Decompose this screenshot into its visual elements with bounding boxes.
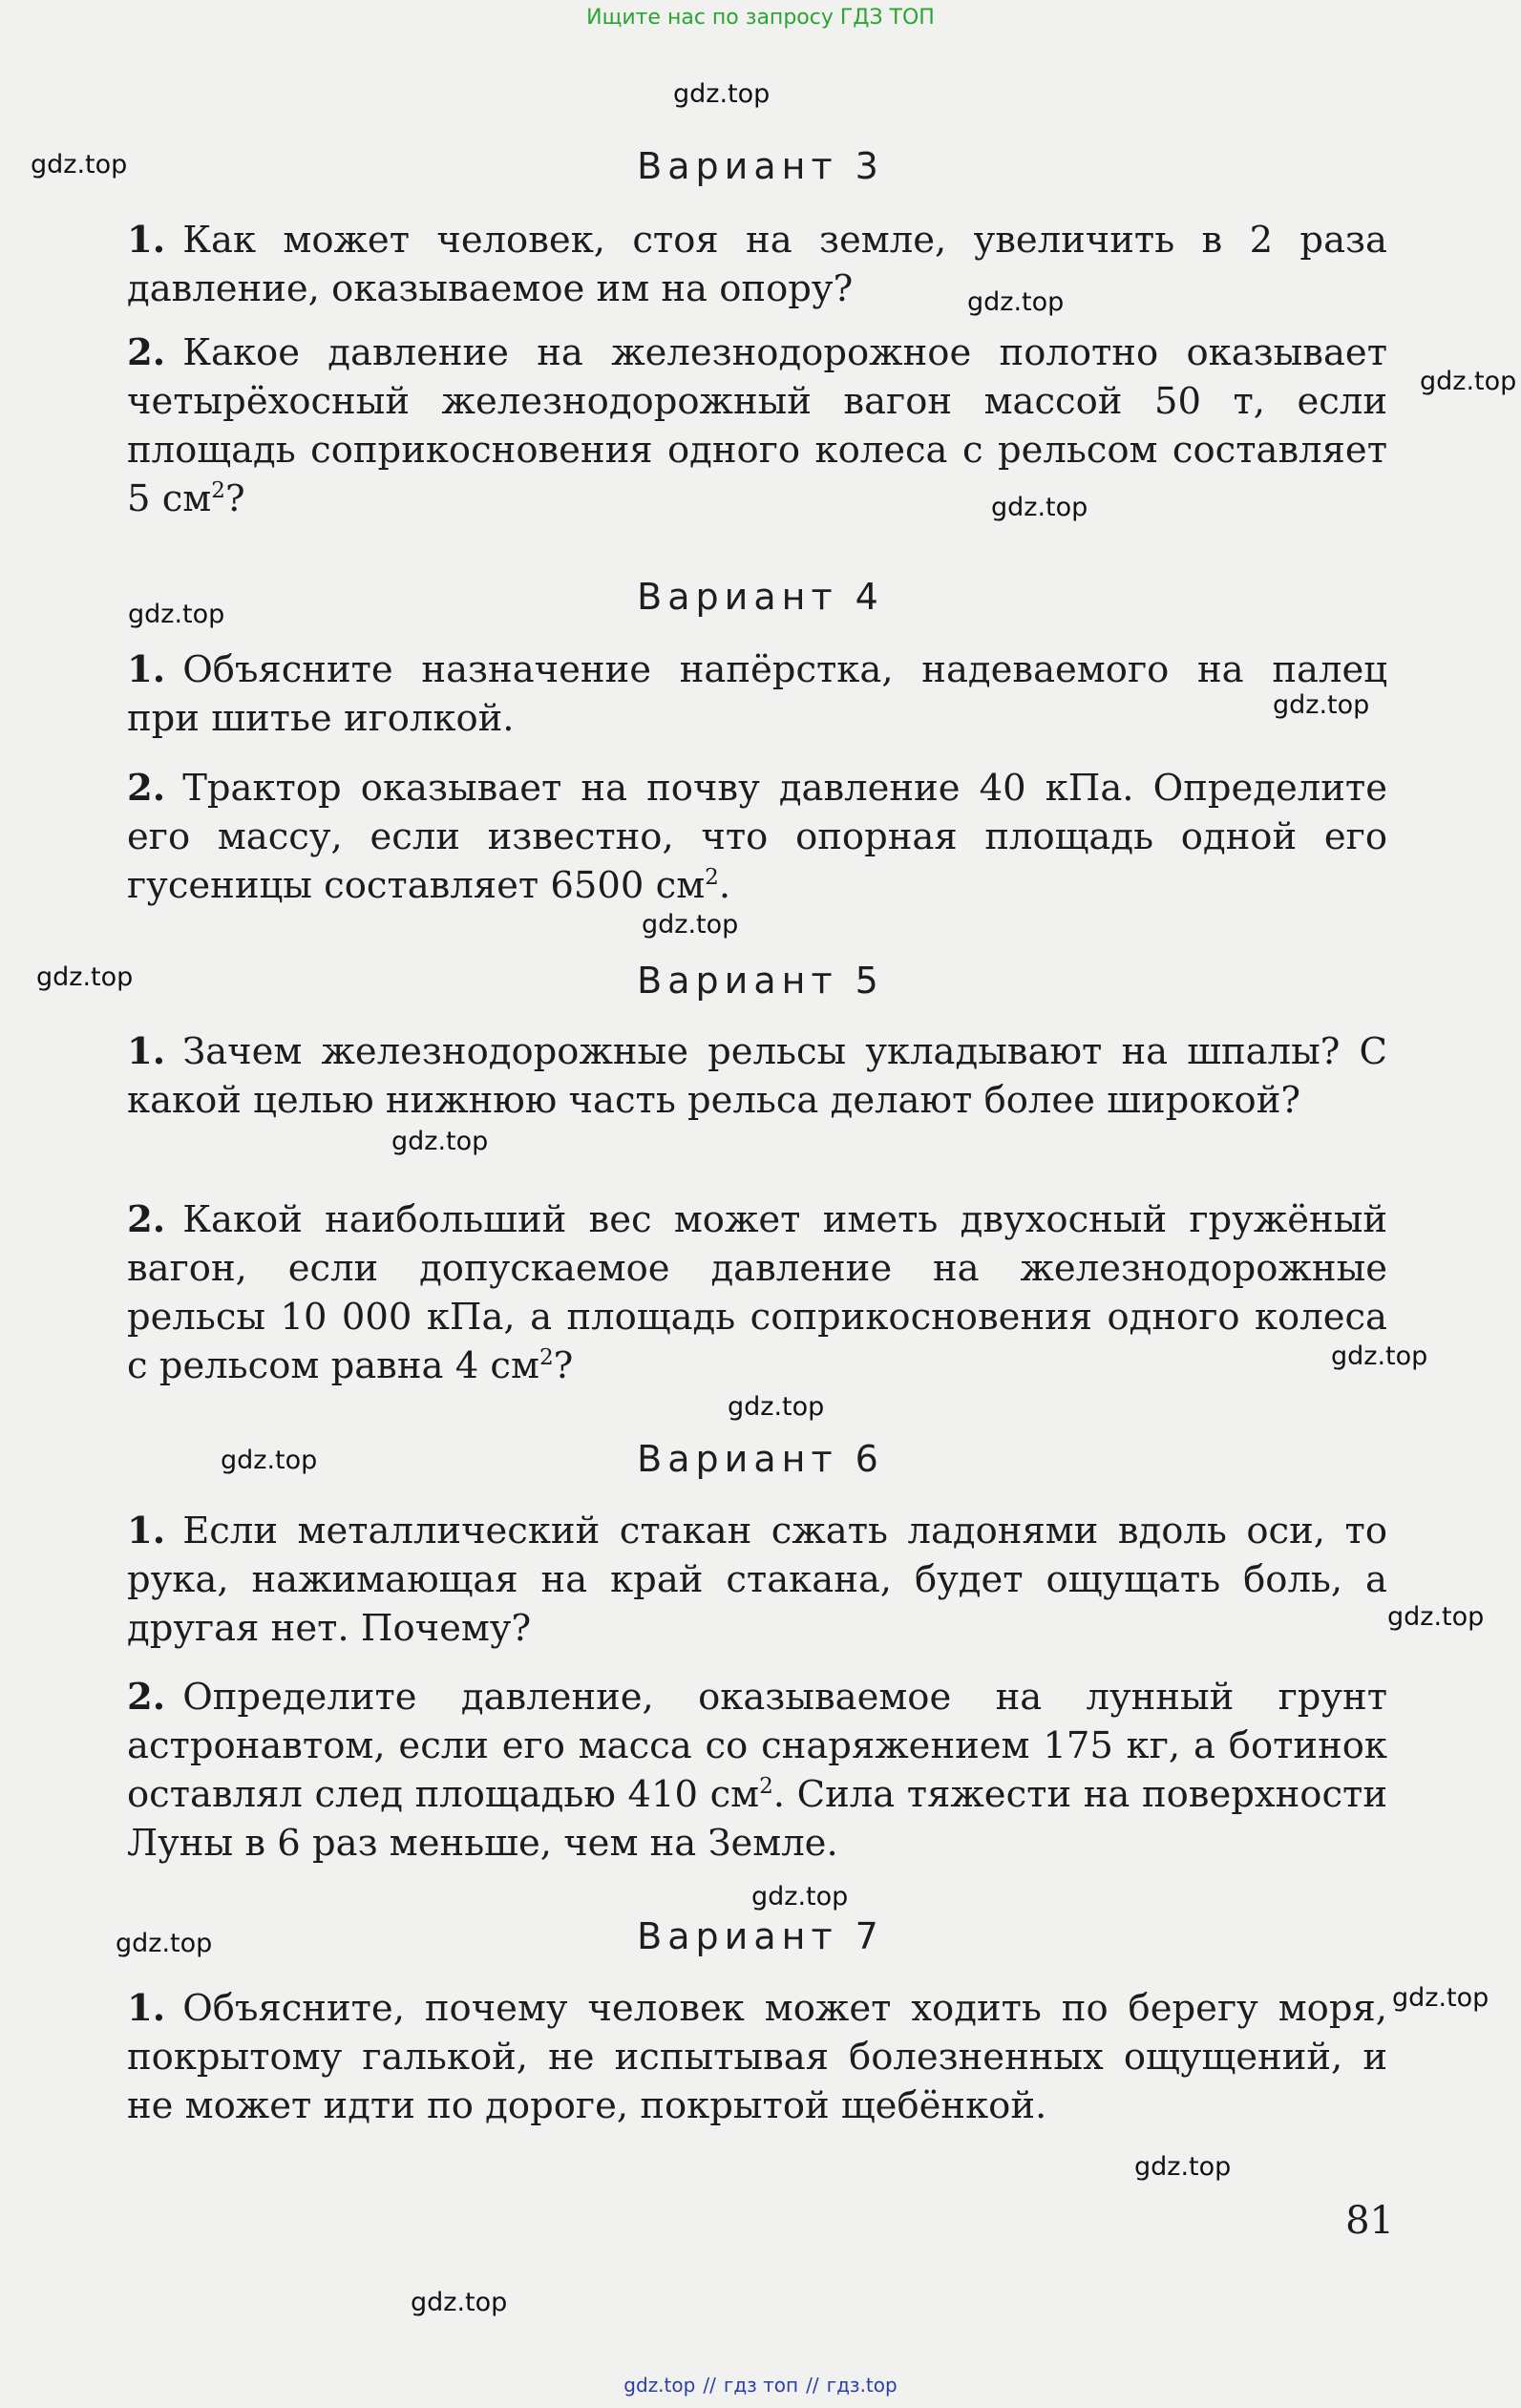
watermark: gdz.top — [751, 1882, 849, 1912]
task-number: 1. — [127, 1030, 166, 1073]
task-number: 2. — [127, 1198, 166, 1241]
task-text: Определите давление, оказываемое на лунный грунт астронавтом, если его масса со снаряжением 175 кг, а ботинок оставлял след площадью 410 см — [127, 1676, 1387, 1816]
watermark: gdz.top — [221, 1446, 318, 1475]
task-text: Трактор оказывает на почву давление 40 кПа. Определите его массу, если известно, что опорная площадь одной его гусеницы составляет 6500 см — [127, 767, 1387, 907]
watermark: gdz.top — [673, 79, 771, 109]
task-text-tail: ? — [224, 477, 245, 520]
superscript: 2 — [705, 865, 719, 891]
variant-3-task-2 — [127, 328, 1387, 523]
watermark: gdz.top — [1273, 690, 1370, 720]
task-number: 2. — [127, 767, 166, 810]
footer-links — [0, 2374, 1521, 2397]
footer-link-gdz-top[interactable]: gdz.top — [623, 2374, 696, 2397]
variant-6-task-2 — [127, 1673, 1387, 1868]
variant-7-task-1 — [127, 1984, 1387, 2130]
task-number: 2. — [127, 1676, 166, 1719]
watermark: gdz.top — [1387, 1602, 1485, 1632]
task-text: Как может человек, стоя на земле, увеличить в 2 раза давление, оказываемое им на опору? — [127, 219, 1387, 310]
variant-6-title: Вариант 6 — [637, 1438, 884, 1480]
footer-separator: // — [703, 2374, 716, 2397]
footer-separator: // — [806, 2374, 819, 2397]
watermark: gdz.top — [991, 493, 1088, 522]
task-number: 1. — [127, 1987, 166, 2030]
watermark: gdz.top — [1134, 2152, 1232, 2182]
watermark: gdz.top — [116, 1929, 213, 1958]
watermark: gdz.top — [1420, 367, 1517, 396]
task-text-tail: . Сила тяжести на поверхности Луны в 6 раз меньше, чем на Земле. — [127, 1773, 1387, 1865]
watermark: gdz.top — [36, 962, 134, 992]
task-number: 1. — [127, 648, 166, 691]
footer-link-gdz-dot-top[interactable]: гдз.top — [826, 2374, 898, 2397]
task-text: Объясните назначение напёрстка, надеваемого на палец при шитье иголкой. — [127, 648, 1387, 740]
superscript: 2 — [539, 1345, 554, 1371]
task-text: Какой наибольший вес может иметь двухосный гружёный вагон, если допускаемое давление на железнодорожные рельсы 10 000 кПа, а площадь соприкосновения одного колеса с рельсом равна 4 см — [127, 1198, 1387, 1387]
watermark: gdz.top — [1392, 1983, 1489, 2013]
task-number: 1. — [127, 1510, 166, 1553]
task-text: Объясните, почему человек может ходить по берегу моря, покрытому галькой, не испытывая болезненных ощущений, и не может идти по дороге, покрытой щебёнкой. — [127, 1987, 1387, 2127]
task-text: Зачем железнодорожные рельсы укладывают на шпалы? С какой целью нижнюю часть рельса делают более широкой? — [127, 1030, 1387, 1122]
variant-6-task-1 — [127, 1507, 1387, 1653]
task-number: 2. — [127, 331, 166, 374]
variant-5-title: Вариант 5 — [637, 960, 884, 1002]
variant-4-task-2 — [127, 764, 1387, 910]
task-text: Какое давление на железнодорожное полотно оказывает четырёхосный железнодорожный вагон массой 50 т, если площадь соприкосновения одного колеса с рельсом составляет 5 см — [127, 331, 1387, 520]
watermark: gdz.top — [128, 600, 225, 629]
watermark: gdz.top — [728, 1392, 825, 1422]
superscript: 2 — [759, 1774, 773, 1800]
superscript: 2 — [211, 478, 225, 504]
watermark: gdz.top — [31, 150, 128, 180]
variant-3-task-1 — [127, 216, 1387, 313]
footer-link-gdz-top-ru[interactable]: гдз топ — [723, 2374, 799, 2397]
watermark: gdz.top — [642, 910, 739, 940]
watermark: gdz.top — [411, 2288, 508, 2317]
top-search-banner[interactable]: Ищите нас по запросу ГДЗ ТОП — [586, 6, 935, 30]
watermark: gdz.top — [1331, 1341, 1428, 1371]
task-number: 1. — [127, 219, 166, 262]
watermark: gdz.top — [391, 1127, 489, 1156]
variant-4-title: Вариант 4 — [637, 576, 884, 618]
page-number: 81 — [1345, 2199, 1394, 2243]
variant-5-task-2 — [127, 1195, 1387, 1390]
variant-4-task-1 — [127, 645, 1387, 743]
task-text: Если металлический стакан сжать ладонями вдоль оси, то рука, нажимающая на край стакана, будет ощущать боль, а другая нет. Почему? — [127, 1510, 1387, 1650]
task-text-tail: . — [718, 864, 731, 907]
variant-7-title: Вариант 7 — [637, 1915, 884, 1957]
watermark: gdz.top — [967, 287, 1065, 317]
variant-3-title: Вариант 3 — [637, 145, 884, 187]
task-text-tail: ? — [553, 1344, 574, 1387]
variant-5-task-1 — [127, 1027, 1387, 1125]
